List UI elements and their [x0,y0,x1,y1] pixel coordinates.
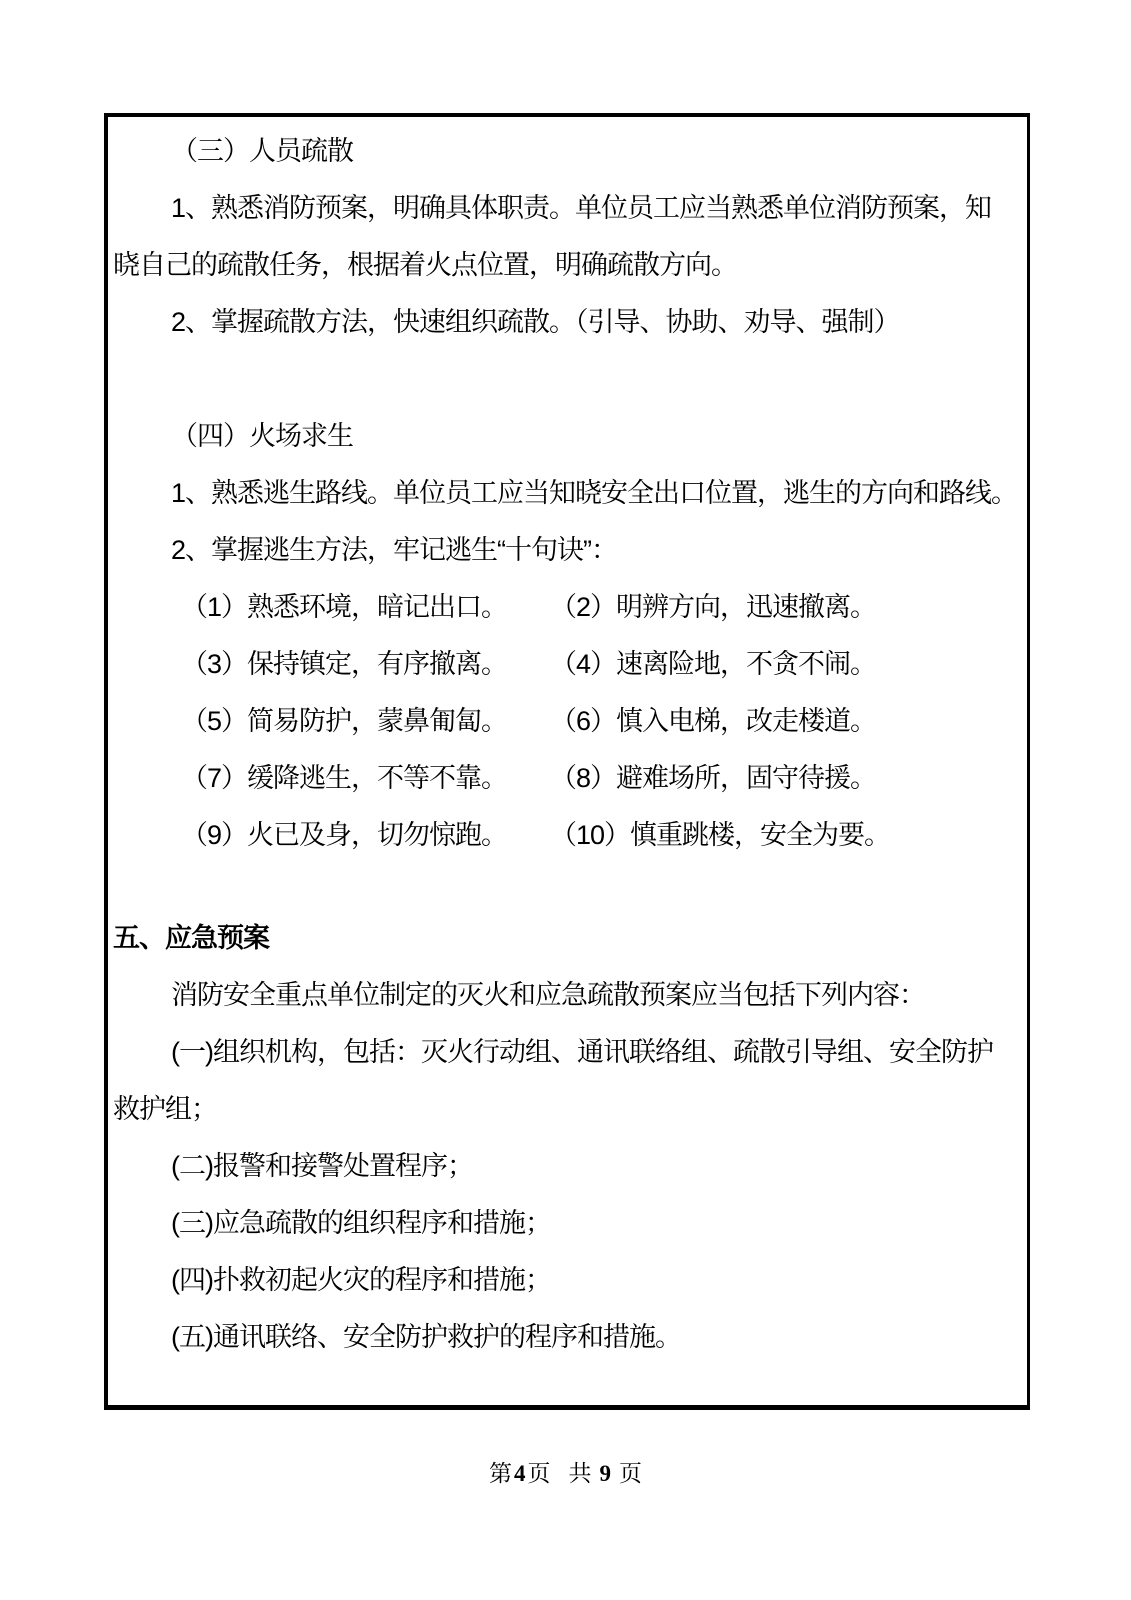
tip-2: （2）明辨方向，迅速撤离。 [550,592,877,622]
section5-item3: (三)应急疏散的组织程序和措施； [171,1208,551,1238]
tip-1: （1）熟悉环境，暗记出口。 [181,592,508,622]
tip-5: （5）简易防护，蒙鼻匍匐。 [181,706,508,736]
tips-row-3 [113,693,1022,750]
section4-para1: 1、熟悉逃生路线。单位员工应当知晓安全出口位置，逃生的方向和路线。 [171,478,1018,508]
section5-heading: 五、应急预案 [113,923,269,953]
tips-row-2 [113,636,1022,693]
footer-page-label-right: 页 [527,1461,551,1486]
tips-row-4 [113,750,1022,807]
section3-para1-line1: 1、熟悉消防预案，明确具体职责。单位员工应当熟悉单位消防预案，知 [171,193,992,223]
tip-10: （10）慎重跳楼，安全为要。 [550,820,891,850]
tip-3: （3）保持镇定，有序撤离。 [181,649,508,679]
footer-total-pages: 9 [599,1461,611,1486]
tip-7: （7）缓降逃生，不等不靠。 [181,763,508,793]
tip-9: （9）火已及身，切勿惊跑。 [181,820,508,850]
footer-page-label-left: 第 [489,1461,512,1486]
section5-item1-line1: (一)组织机构，包括：灭火行动组、通讯联络组、疏散引导组、安全防护 [171,1037,993,1067]
section5-item2: (二)报警和接警处置程序； [171,1151,473,1181]
blank-line [113,864,1022,910]
table-cell-border [104,113,1030,1410]
tip-6: （6）慎入电梯，改走楼道。 [550,706,877,736]
section5-item1-line2: 救护组； [113,1094,217,1124]
footer-page-number: 4 [514,1461,526,1486]
section5-item4: (四)扑救初起火灾的程序和措施； [171,1265,551,1295]
tips-row-5 [113,807,1022,864]
section5-item5: (五)通讯联络、安全防护救护的程序和措施。 [171,1322,681,1352]
section4-para2: 2、掌握逃生方法，牢记逃生“十句诀”： [171,535,617,565]
section5-intro: 消防安全重点单位制定的灭火和应急疏散预案应当包括下列内容： [171,980,925,1010]
footer-total-label-right: 页 [619,1461,642,1486]
tip-4: （4）速离险地，不贪不闹。 [550,649,877,679]
section4-heading: （四）火场求生 [171,421,353,451]
page-footer [0,1458,1131,1490]
tip-8: （8）避难场所，固守待援。 [550,763,877,793]
tips-row-1 [113,579,1022,636]
footer-total-label-left: 共 [568,1461,592,1486]
section3-para2: 2、掌握疏散方法，快速组织疏散。（引导、协助、劝导、强制） [171,307,900,337]
section3-para1-line2: 晓自己的疏散任务，根据着火点位置，明确疏散方向。 [113,250,737,280]
section3-heading: （三）人员疏散 [171,136,353,166]
blank-line [113,351,1022,408]
